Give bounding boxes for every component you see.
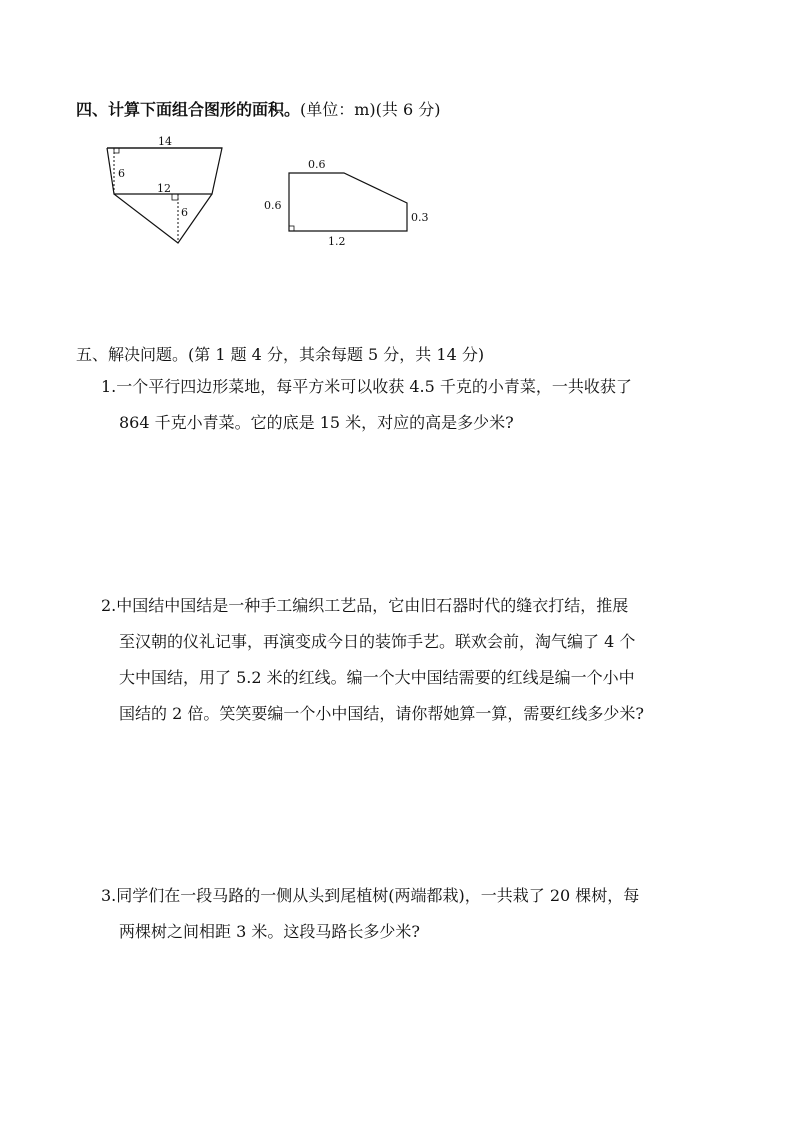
fig1-tri-height-label: 6 [181, 206, 188, 219]
section4-heading [76, 97, 441, 120]
problem-2-line-3: 大中国结，用了 5.2 米的红线。编一个大中国结需要的红线是编一个小中 [119, 668, 635, 687]
composite-figure-2 [262, 155, 437, 250]
fig2-right-label: 0.3 [411, 211, 429, 224]
problem-2-line-1: 2.中国结中国结是一种手工编织工艺品，它由旧石器时代的缝衣打结，推展 [101, 596, 629, 615]
problem-2-line-2: 至汉朝的仪礼记事，再演变成今日的装饰手艺。联欢会前，淘气编了 4 个 [119, 632, 636, 651]
problem-1-line-1: 1.一个平行四边形菜地，每平方米可以收获 4.5 千克的小青菜，一共收获了 [101, 377, 632, 396]
fig1-mid-label: 12 [157, 182, 171, 195]
fig2-top-label: 0.6 [308, 158, 326, 171]
section4-title: 四、计算下面组合图形的面积。 [76, 100, 301, 119]
problem-3-line-1: 3.同学们在一段马路的一侧从头到尾植树(两端都栽)，一共栽了 20 棵树，每 [101, 886, 640, 905]
section4-note: (单位：m)(共 6 分) [300, 100, 441, 119]
problem-1-line-2: 864 千克小青菜。它的底是 15 米，对应的高是多少米? [119, 413, 514, 432]
fig1-left-height-label: 6 [118, 167, 125, 180]
problem-3-line-2: 两棵树之间相距 3 米。这段马路长多少米? [119, 922, 420, 941]
fig1-top-label: 14 [158, 135, 172, 148]
fig2-left-label: 0.6 [264, 199, 282, 212]
composite-figure-1 [100, 130, 230, 248]
problem-2-line-4: 国结的 2 倍。笑笑要编一个小中国结，请你帮她算一算，需要红线多少米? [119, 704, 644, 723]
section5-heading: 五、解决问题。(第 1 题 4 分，其余每题 5 分，共 14 分) [76, 345, 485, 364]
fig2-bottom-label: 1.2 [328, 235, 346, 248]
